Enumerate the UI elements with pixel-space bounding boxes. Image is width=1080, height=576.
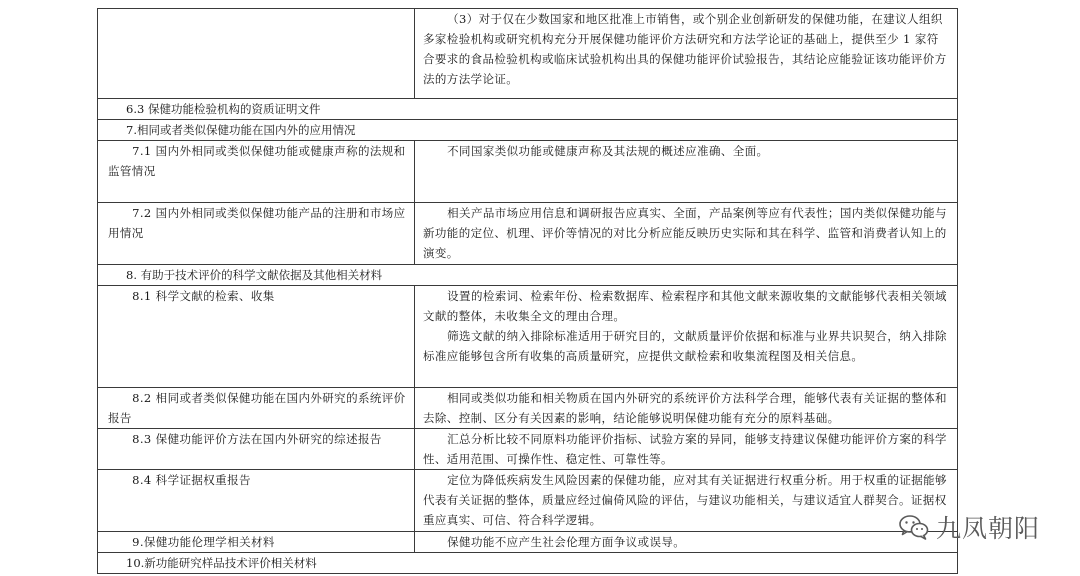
requirement-paragraph: 保健功能不应产生社会伦理方面争议或误导。 xyxy=(447,535,686,549)
table-row xyxy=(98,470,958,532)
item-label: 8.4 科学证据权重报告 xyxy=(132,473,251,487)
requirement-paragraph: 汇总分析比较不同原料功能评价指标、试验方案的异同，能够支持建议保健功能评价方案的科学性、适用范围、可操作性、稳定性、可靠性等。 xyxy=(423,432,947,466)
requirements-table xyxy=(97,8,958,574)
table-cell-requirement xyxy=(415,532,958,553)
wechat-icon xyxy=(898,513,930,541)
table-row xyxy=(98,429,958,470)
table-cell-requirement xyxy=(415,9,958,99)
table-cell-requirement xyxy=(415,203,958,265)
table-cell-item xyxy=(98,532,415,553)
item-label: 7.2 国内外相同或类似保健功能产品的注册和市场应用情况 xyxy=(108,206,406,240)
table-cell-requirement xyxy=(415,470,958,532)
watermark xyxy=(898,510,1040,544)
requirement-paragraph: 相同或类似功能和相关物质在国内外研究的系统评价方法科学合理，能够代表有关证据的整体和去除、控制、区分有关因素的影响，结论能够说明保健功能有充分的原料基础。 xyxy=(423,391,947,425)
section-heading: 7.相同或者类似保健功能在国内外的应用情况 xyxy=(98,120,958,141)
table-row xyxy=(98,265,958,286)
item-label: 8.3 保健功能评价方法在国内外研究的综述报告 xyxy=(132,432,382,446)
watermark-text: 九凤朝阳 xyxy=(936,514,1041,543)
table-row xyxy=(98,553,958,574)
requirement-paragraph: 筛选文献的纳入排除标准适用于研究目的，文献质量评价依据和标准与业界共识契合，纳入排除标准应能够包含所有收集的高质量研究，应提供文献检索和收集流程图及相关信息。 xyxy=(423,329,947,363)
table-cell-requirement xyxy=(415,429,958,470)
table-row xyxy=(98,286,958,388)
table-row xyxy=(98,388,958,429)
requirement-paragraph: 定位为降低疾病发生风险因素的保健功能，应对其有关证据进行权重分析。用于权重的证据能够代表有关证据的整体，质量应经过偏倚风险的评估，与建议功能相关，与建议适宜人群契合。证据权重应真实、可信、符合科学逻辑。 xyxy=(423,473,947,527)
table-cell-item xyxy=(98,9,415,99)
table-cell-item xyxy=(98,286,415,388)
table-row xyxy=(98,9,958,99)
item-label: 8.1 科学文献的检索、收集 xyxy=(132,289,275,303)
table-cell-item xyxy=(98,203,415,265)
section-heading: 10.新功能研究样品技术评价相关材料 xyxy=(98,553,958,574)
section-heading: 8. 有助于技术评价的科学文献依据及其他相关材料 xyxy=(98,265,958,286)
requirement-paragraph: 设置的检索词、检索年份、检索数据库、检索程序和其他文献来源收集的文献能够代表相关领域文献的整体，未收集全文的理由合理。 xyxy=(423,289,947,323)
requirement-paragraph: （3）对于仅在少数国家和地区批准上市销售，或个别企业创新研发的保健功能，在建议人组织多家检验机构或研究机构充分开展保健功能评价方法研究和方法学论证的基础上，提供至少 1 家符合要求的食品检验机构或临床试验机构出具的保健功能评价试验报告，其结论应能验证该功能评价方法的方法学论证。 xyxy=(423,12,947,86)
table-row xyxy=(98,120,958,141)
table-cell-item xyxy=(98,388,415,429)
table-row xyxy=(98,141,958,203)
table-cell-requirement xyxy=(415,286,958,388)
table-cell-item xyxy=(98,470,415,532)
table-cell-item xyxy=(98,141,415,203)
table-row xyxy=(98,99,958,120)
requirement-paragraph: 不同国家类似功能或健康声称及其法规的概述应准确、全面。 xyxy=(447,144,769,158)
table-cell-item xyxy=(98,429,415,470)
item-label: 9.保健功能伦理学相关材料 xyxy=(132,535,275,549)
table-cell-requirement xyxy=(415,388,958,429)
table-cell-requirement xyxy=(415,141,958,203)
section-heading: 6.3 保健功能检验机构的资质证明文件 xyxy=(98,99,958,120)
requirement-paragraph: 相关产品市场应用信息和调研报告应真实、全面，产品案例等应有代表性；国内类似保健功能与新功能的定位、机理、评价等情况的对比分析应能反映历史实际和其在科学、监管和消费者认知上的演变。 xyxy=(423,206,947,260)
table-row xyxy=(98,532,958,553)
item-label: 7.1 国内外相同或类似保健功能或健康声称的法规和监管情况 xyxy=(108,144,406,178)
table-row xyxy=(98,203,958,265)
item-label: 8.2 相同或者类似保健功能在国内外研究的系统评价报告 xyxy=(108,391,406,425)
